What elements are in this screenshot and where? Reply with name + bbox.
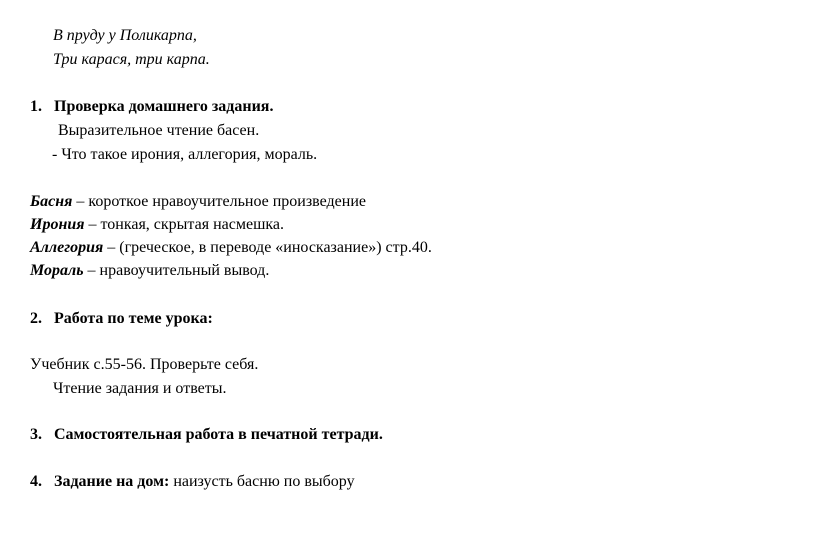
section-3-title: Самостоятельная работа в печатной тетради. (54, 426, 383, 443)
section-2-title: Работа по теме урока: (54, 310, 213, 327)
section-2-line-1: Учебник с.55-56. Проверьте себя. (30, 356, 259, 373)
section-3-heading (30, 425, 383, 445)
section-2-heading (30, 309, 213, 329)
section-4-title: Задание на дом: (54, 473, 170, 490)
definition-irony (30, 215, 284, 235)
section-2-number: 2. (30, 310, 42, 327)
poem-line-2: Три карася, три карпа. (53, 51, 210, 68)
definition-term: Басня (30, 193, 73, 210)
definition-fable (30, 192, 366, 212)
definition-text: – короткое нравоучительное произведение (72, 193, 366, 210)
section-4-text: наизусть басню по выбору (169, 473, 355, 490)
section-1-line-2: - Что такое ирония, аллегория, мораль. (52, 146, 318, 163)
section-2-line-2: Чтение задания и ответы. (53, 380, 227, 397)
definition-moral (30, 261, 269, 281)
section-1-title: Проверка домашнего задания. (54, 98, 274, 115)
poem-line-1: В пруду у Поликарпа, (53, 27, 197, 44)
definition-text: – тонкая, скрытая насмешка. (84, 216, 285, 233)
definition-term: Аллегория (30, 239, 104, 256)
definition-text: – нравоучительный вывод. (83, 262, 270, 279)
section-1-line-1: Выразительное чтение басен. (58, 122, 260, 139)
section-4-heading (30, 472, 355, 492)
definition-text: – (греческое, в переводе «иносказание») стр.40. (103, 239, 432, 256)
definition-term: Мораль (30, 262, 84, 279)
section-4-number: 4. (30, 473, 42, 490)
section-1-number: 1. (30, 98, 42, 115)
definition-allegory (30, 238, 432, 258)
section-1-heading (30, 97, 273, 117)
definition-term: Ирония (30, 216, 85, 233)
section-3-number: 3. (30, 426, 42, 443)
